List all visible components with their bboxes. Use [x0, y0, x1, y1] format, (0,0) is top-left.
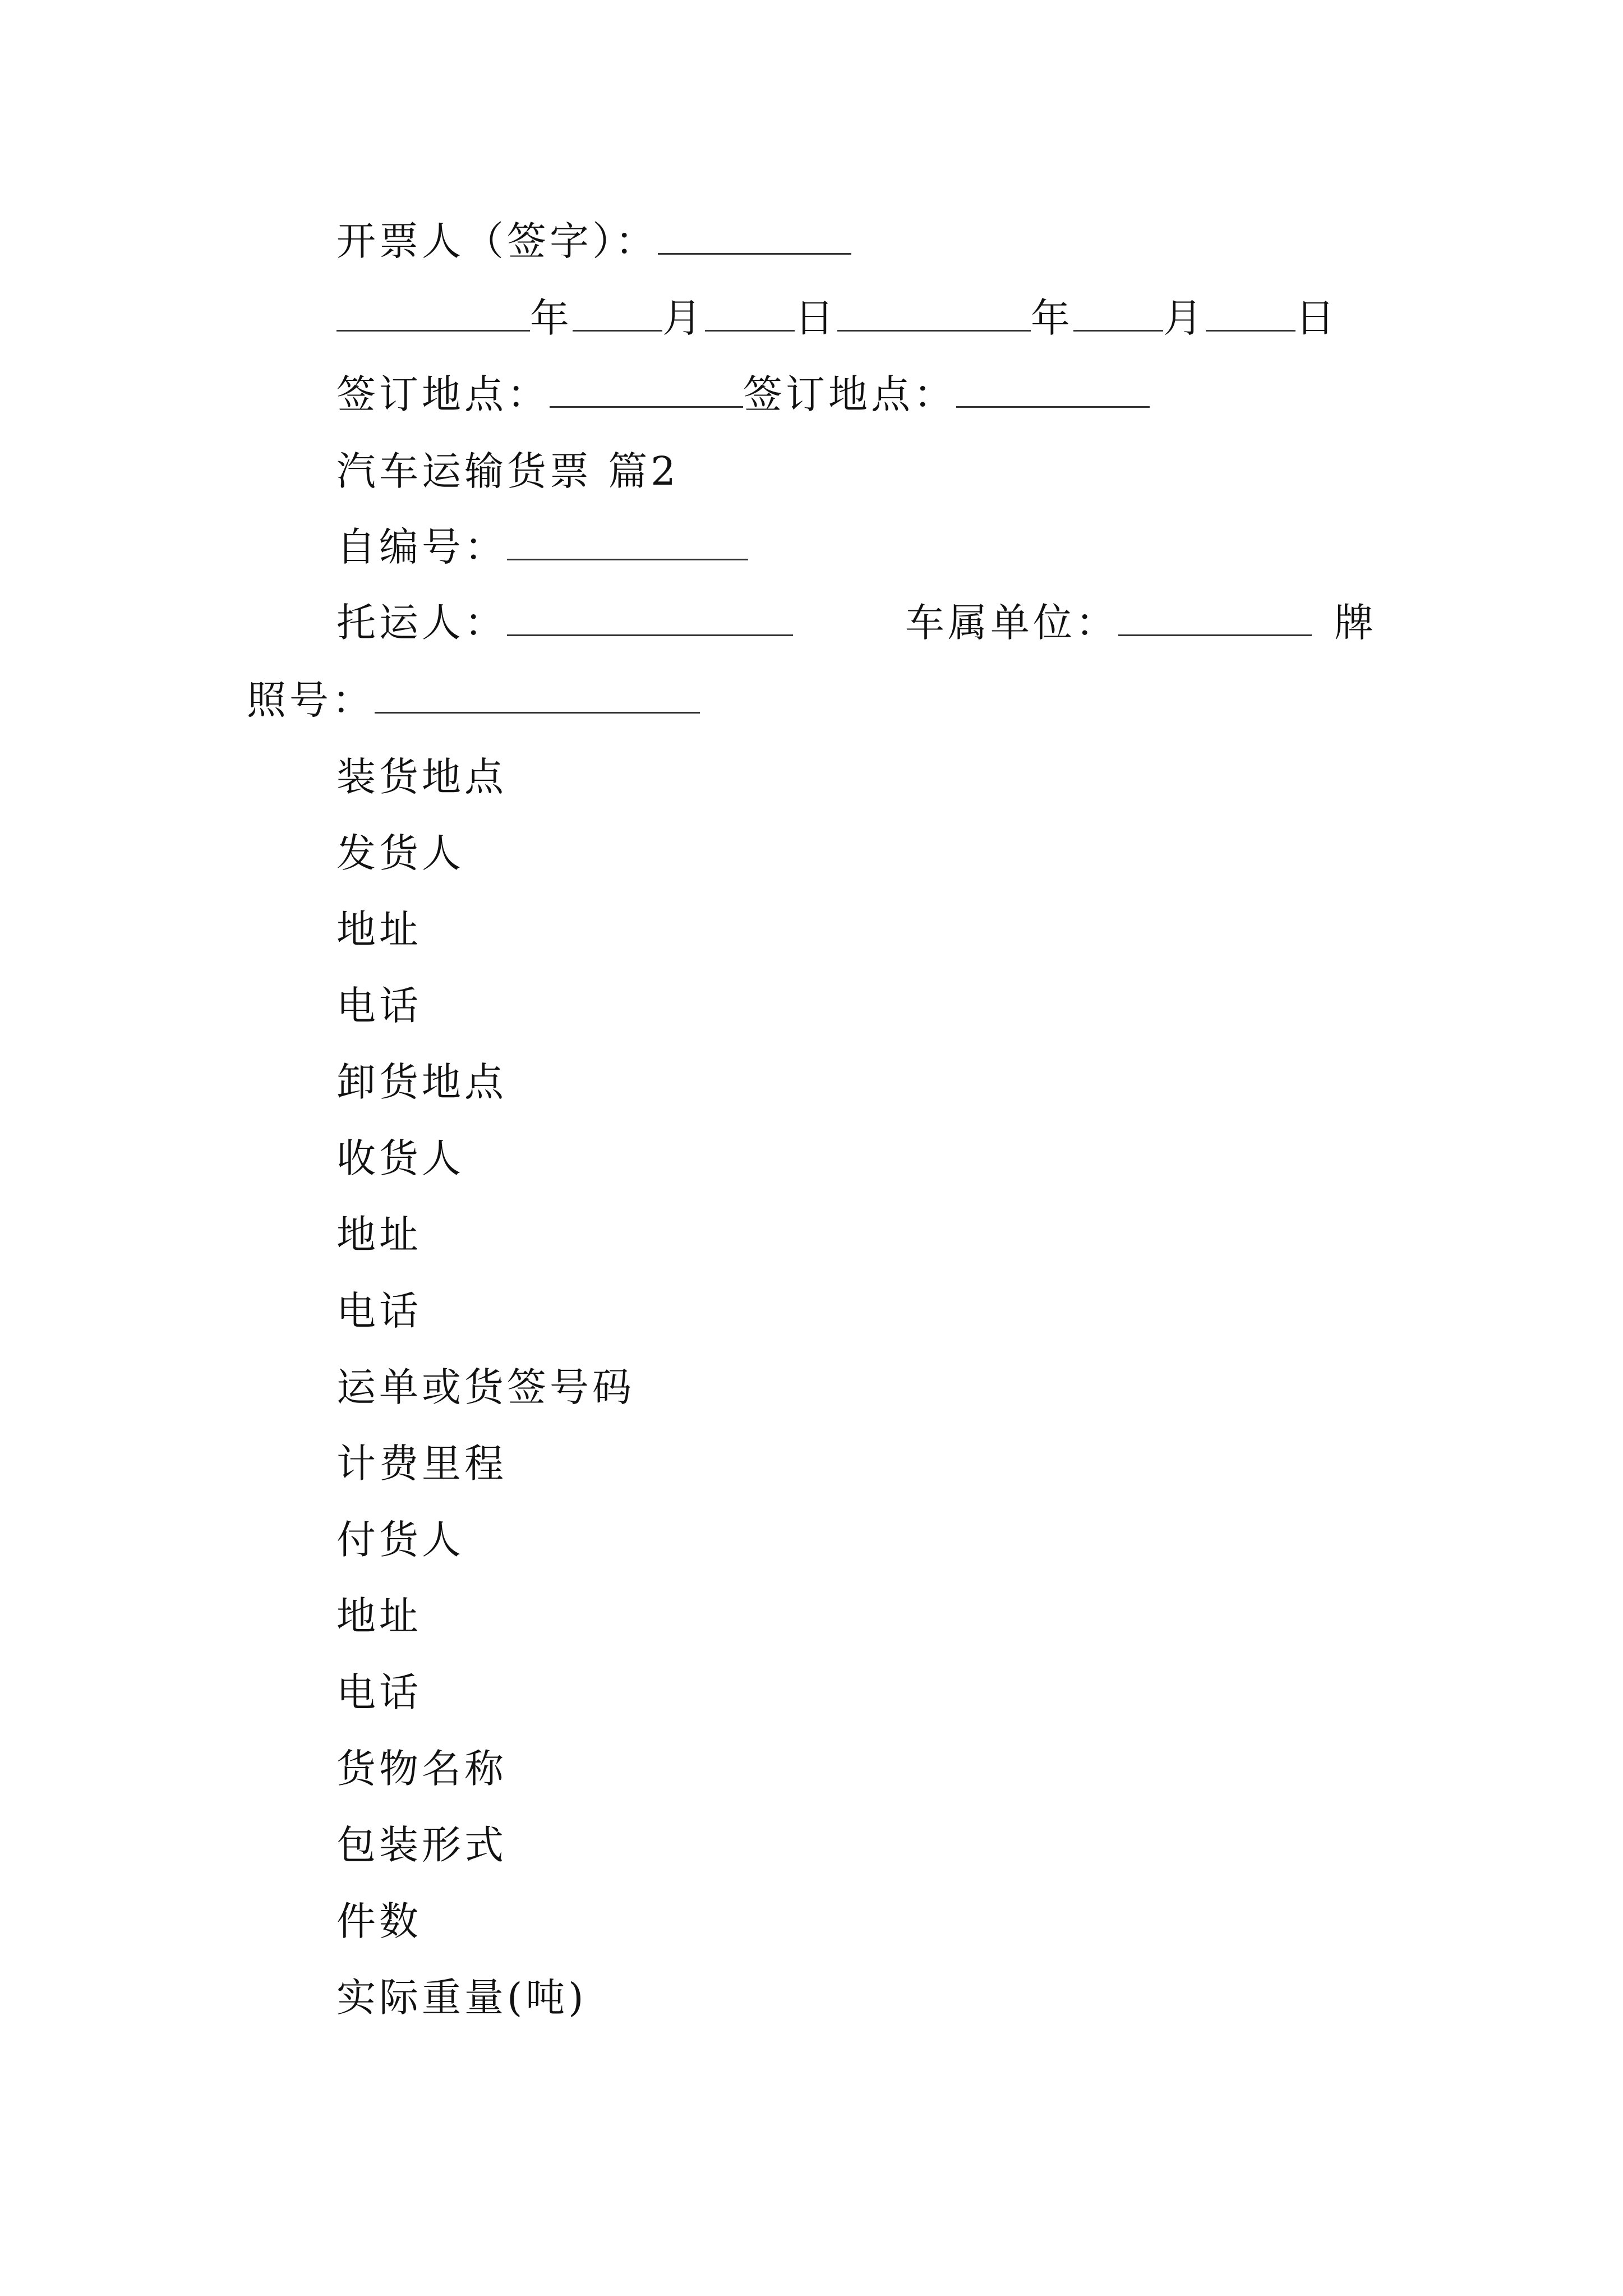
vehicle-unit-blank — [1118, 600, 1312, 636]
list-item-phone: 电话 — [336, 1288, 422, 1334]
sign-place-label-2: 签订地点： — [743, 371, 956, 417]
plate-number-blank — [375, 677, 700, 714]
issuer-signature-row — [336, 216, 851, 266]
section-title: 汽车运输货票 篇2 — [336, 448, 679, 494]
day-label-1: 日 — [795, 295, 837, 341]
month-label-2: 月 — [1163, 295, 1206, 341]
shipper-row — [336, 597, 1377, 648]
year-blank-1 — [336, 295, 530, 332]
list-item-payer: 付货人 — [336, 1517, 464, 1563]
list-item-piece-count: 件数 — [336, 1898, 422, 1944]
day-blank-1 — [705, 295, 795, 332]
year-label-2: 年 — [1031, 295, 1073, 341]
issuer-label: 开票人（签字）： — [336, 218, 658, 264]
plate-label-start: 牌 — [1334, 600, 1377, 646]
plate-number-row — [247, 675, 700, 725]
month-blank-1 — [573, 295, 662, 332]
self-number-blank — [507, 524, 748, 560]
month-label-1: 月 — [662, 295, 705, 341]
list-item-unloading-place: 卸货地点 — [336, 1059, 507, 1105]
sign-place-row — [336, 369, 1150, 420]
year-blank-2 — [837, 295, 1031, 332]
sign-place-blank-2 — [956, 371, 1150, 408]
list-item-actual-weight: 实际重量(吨) — [336, 1975, 587, 2021]
sign-place-blank-1 — [550, 371, 743, 408]
list-item-phone: 电话 — [336, 1669, 422, 1715]
list-item-address: 地址 — [336, 907, 422, 953]
list-item-address: 地址 — [336, 1212, 422, 1258]
date-row — [336, 293, 1338, 343]
list-item-loading-place: 装货地点 — [336, 754, 507, 800]
day-label-2: 日 — [1295, 295, 1338, 341]
vehicle-unit-label: 车属单位： — [905, 600, 1118, 646]
list-item-goods-name: 货物名称 — [336, 1746, 507, 1792]
list-item-waybill-number: 运单或货签号码 — [336, 1364, 635, 1410]
list-item-consignee: 收货人 — [336, 1135, 464, 1181]
list-item-address: 地址 — [336, 1593, 422, 1639]
list-item-phone: 电话 — [336, 983, 422, 1029]
year-label-1: 年 — [530, 295, 573, 341]
list-item-packaging: 包装形式 — [336, 1822, 507, 1868]
issuer-signature-blank — [658, 218, 851, 255]
shipper-label: 托运人： — [336, 600, 507, 646]
day-blank-2 — [1206, 295, 1295, 332]
shipper-blank — [507, 600, 793, 636]
month-blank-2 — [1073, 295, 1163, 332]
self-number-row — [336, 522, 748, 572]
plate-label-end: 照号： — [247, 677, 375, 723]
list-item-consignor: 发货人 — [336, 830, 464, 876]
list-item-billing-mileage: 计费里程 — [336, 1441, 507, 1487]
sign-place-label-1: 签订地点： — [336, 371, 550, 417]
self-number-label: 自编号： — [336, 524, 507, 570]
